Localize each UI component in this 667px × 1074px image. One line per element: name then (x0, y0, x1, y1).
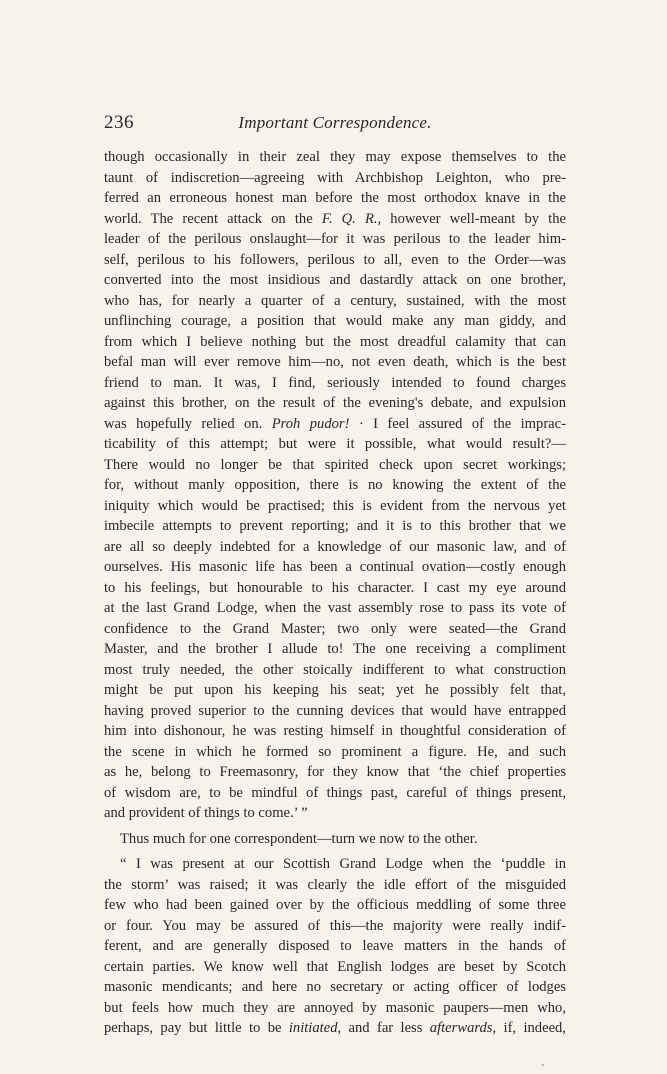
text-line: Thus much for one correspondent—turn we now to the other. (120, 830, 478, 847)
text-line: confidence to the Grand Master; two only were seated—the Grand (104, 620, 566, 637)
text-line: “ I was present at our Scottish Grand Lodge when the ‘puddle in (120, 856, 566, 872)
text-line: for, without manly opposition, there is no knowing the extent of the (104, 477, 566, 493)
paragraph (104, 854, 566, 1039)
text-line: him into dishonour, he was resting himself in thoughtful consideration of (104, 723, 566, 739)
text-line: few who had been gained over by the officious meddling of some three (104, 897, 566, 913)
text-line: though occasionally in their zeal they may expose themselves to the (104, 149, 566, 165)
printer-mark: ' (542, 1063, 544, 1074)
text-line: having proved superior to the cunning devices that would have entrapped (104, 702, 566, 719)
paragraph (104, 147, 566, 824)
text-line: ferent, and are generally disposed to leave matters in the hands of (104, 938, 566, 954)
running-title: Important Correspondence. (238, 113, 432, 132)
text-line: self, perilous to his followers, perilous to all, even to the Order—was (104, 251, 566, 268)
text-line: taunt of indiscretion—agreeing with Archbishop Leighton, who pre- (104, 169, 566, 186)
text-line: most truly needed, the other stoically indifferent to what construction (104, 661, 566, 678)
text-line: converted into the most insidious and dastardly attack on one brother, (104, 272, 566, 288)
text-line: the storm’ was raised; it was clearly the idle effort of the misguided (104, 876, 566, 893)
text-line: or four. You may be assured of this—the majority were really indif- (104, 917, 566, 934)
text-line: perhaps, pay but little to be initiated, and far less afterwards, if, indeed, (104, 1020, 566, 1036)
text-line: ticability of this attempt; but were it possible, what would result?— (104, 436, 566, 452)
page-number: 236 (104, 112, 134, 133)
text-line: of wisdom are, to be mindful of things past, careful of things present, (104, 784, 566, 801)
text-line: was hopefully relied on. Proh pudor! · I feel assured of the imprac- (104, 415, 567, 432)
text-line: are all so deeply indebted for a knowledge of our masonic law, and of (104, 538, 566, 555)
text-line: who has, for nearly a quarter of a century, sustained, with the most (104, 292, 566, 309)
text-line: world. The recent attack on the F. Q. R., however well-meant by the (104, 210, 566, 227)
text-line: and provident of things to come.’ ” (104, 805, 308, 821)
text-line: friend to man. It was, I find, seriously intended to found charges (104, 374, 566, 391)
text-line: befal man will ever remove him—no, not even death, which is the best (104, 354, 566, 370)
text-line: at the last Grand Lodge, when the vast assembly rose to pass its vote of (104, 600, 566, 616)
text-line: to his feelings, but honourable to his character. I cast my eye around (104, 579, 566, 596)
text-line: against this brother, on the result of the evening's debate, and expulsion (104, 395, 566, 411)
text-line: iniquity which would be practised; this is evident from the nervous yet (104, 497, 566, 514)
paragraph (104, 829, 566, 850)
text-line: There would no longer be that spirited check upon secret workings; (104, 456, 566, 473)
text-line: might be put upon his keeping his seat; yet he possibly felt that, (104, 682, 566, 698)
text-line: as he, belong to Freemasonry, for they know that ‘the chief properties (104, 764, 566, 780)
text-line: imbecile attempts to prevent reporting; and it is to this brother that we (104, 518, 566, 534)
text-line: unflinching courage, a position that would make any man giddy, and (104, 313, 566, 329)
text-line: leader of the perilous onslaught—for it was perilous to the leader him- (104, 231, 566, 247)
text-line: the scene in which he formed so prominent a figure. He, and such (104, 743, 566, 760)
text-line: certain parties. We know well that English lodges are beset by Scotch (104, 958, 566, 975)
text-line: Master, and the brother I allude to! The one receiving a compliment (104, 641, 566, 657)
text-line: ferred an erroneous honest man before the most orthodox knave in the (104, 190, 566, 206)
text-line: from which I believe nothing but the most dreadful calamity that can (104, 333, 566, 350)
running-head (104, 112, 566, 138)
text-line: but feels how much they are annoyed by masonic paupers—men who, (104, 999, 566, 1016)
text-line: ourselves. His masonic life has been a continual ovation—costly enough (104, 559, 566, 575)
text-line: masonic mendicants; and here no secretary or acting officer of lodges (104, 979, 566, 995)
body-text (104, 147, 566, 1039)
